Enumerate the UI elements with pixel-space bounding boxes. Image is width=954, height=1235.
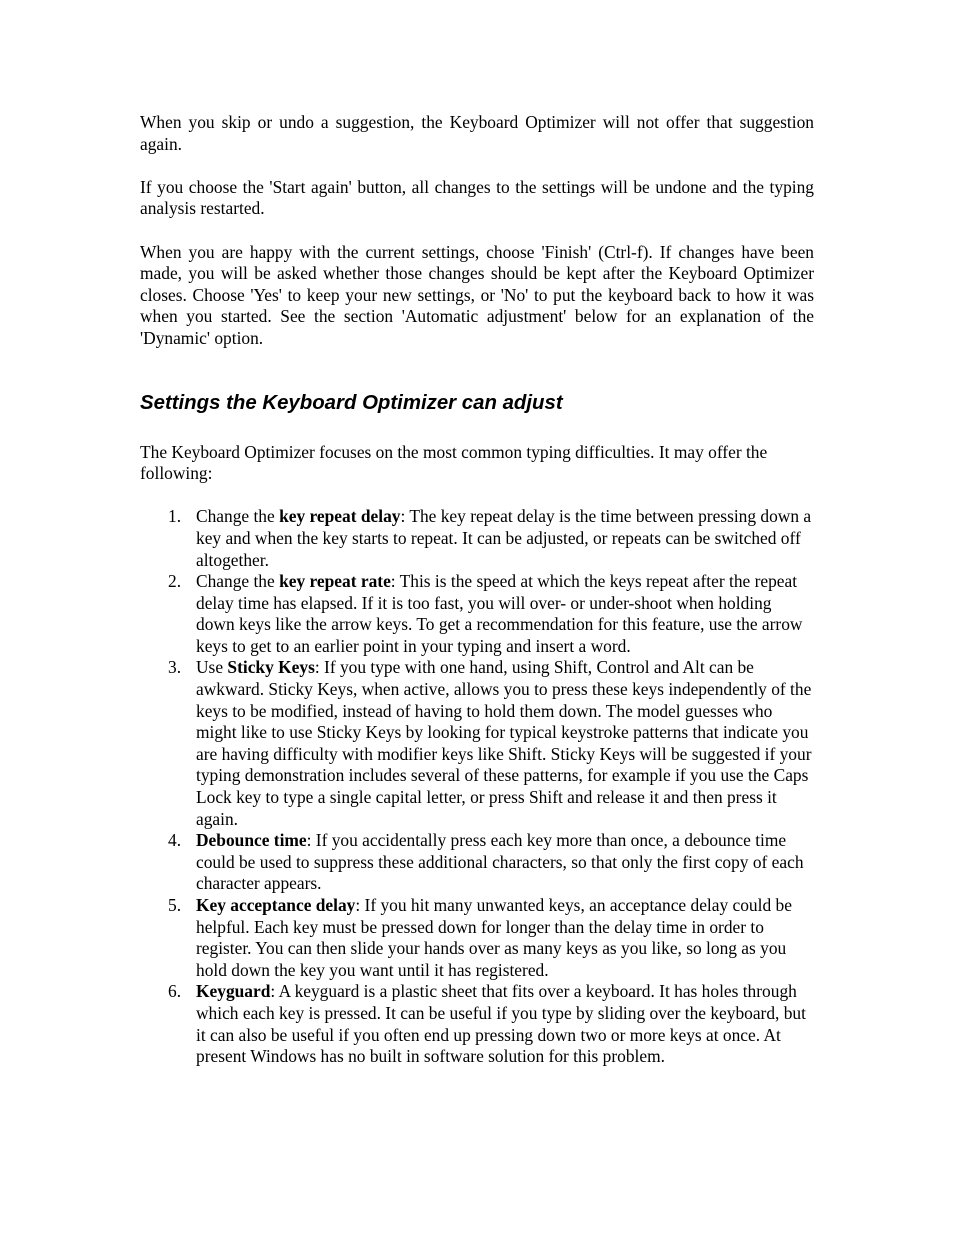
list-item-text: : A keyguard is a plastic sheet that fits over a keyboard. It has holes through which each key is pressed. It can be useful if you type by sliding over the keyboard, but it can also be useful if you often end up pressing down two or more keys at once. At present Windows has no built in software solution for this problem. (196, 981, 806, 1067)
paragraph-start-again: If you choose the 'Start again' button, all changes to the settings will be undone and the typing analysis restarted. (140, 176, 814, 219)
list-item-body (196, 657, 814, 830)
list-item (140, 830, 814, 895)
list-item-body (196, 895, 814, 981)
list-item-text: : If you hit many unwanted keys, an acceptance delay could be helpful. Each key must be pressed down for longer than the delay time in order to register. You can then slide your hands over as many keys as you like, so long as you hold down the key you want until it has registered. (196, 895, 792, 980)
paragraph-skip-undo: When you skip or undo a suggestion, the Keyboard Optimizer will not offer that suggestion again. (140, 112, 814, 154)
list-item-prefix: Change the (196, 571, 280, 592)
list-item-term: Key acceptance delay (196, 895, 356, 915)
list-item-body (196, 506, 814, 571)
list-item-number: 4. (168, 830, 182, 851)
section-intro: The Keyboard Optimizer focuses on the most common typing difficulties. It may offer the following: (140, 441, 768, 484)
list-item (140, 657, 814, 830)
list-item-term: Debounce time (196, 830, 307, 851)
list-item-prefix: Use (196, 657, 228, 678)
list-item-term: Keyguard (196, 981, 271, 1002)
list-item-term: key repeat rate (279, 571, 391, 592)
list-item-text: : This is the speed at which the keys repeat after the repeat delay time has elapsed. If it is too fast, you will over- or under-shoot when holding down keys like the arrow keys. To get a recommendation for this feature, use the arrow keys to get to an earlier point in your typing and insert a word. (196, 571, 803, 656)
list-item-prefix: Change the (196, 506, 280, 527)
list-item (140, 506, 814, 571)
list-item (140, 571, 814, 657)
list-item-number: 6. (168, 981, 182, 1002)
list-item-term: key repeat delay (279, 506, 401, 527)
document-page (140, 112, 814, 1068)
settings-list (140, 506, 814, 1067)
list-item-number: 3. (168, 657, 182, 678)
list-item-text: : If you type with one hand, using Shift, Control and Alt can be awkward. Sticky Keys, when active, allows you to press these keys independently of the keys to be modified, instead of having to hold them down. The model guesses who might like to use Sticky Keys by looking for typical keystroke patterns that indicate you are having difficulty with modifier keys like Shift. Sticky Keys will be suggested if your typing demonstration includes several of these patterns, for example if you use the Caps Lock key to type a single capital letter, or press Shift and release it and then press it again. (196, 657, 812, 829)
list-item-text: : The key repeat delay is the time between pressing down a key and when the key starts to repeat. It can be adjusted, or repeats can be switched off altogether. (196, 506, 812, 570)
list-item-body (196, 830, 814, 895)
list-item-number: 2. (168, 571, 182, 592)
list-item (140, 981, 814, 1067)
list-item-text: : If you accidentally press each key more than once, a debounce time could be used to suppress these additional characters, so that only the first copy of each character appears. (196, 830, 804, 894)
list-item-number: 1. (168, 506, 182, 527)
paragraph-finish: When you are happy with the current settings, choose 'Finish' (Ctrl-f). If changes have been made, you will be asked whether those changes should be kept after the Keyboard Optimizer closes. Choose 'Yes' to keep your new settings, or 'No' to put the keyboard back to how it was when you started. See the section 'Automatic adjustment' below for an explanation of the 'Dynamic' option. (140, 241, 814, 348)
list-item-body (196, 571, 814, 657)
list-item-term: Sticky Keys (227, 657, 315, 678)
list-item-number: 5. (168, 895, 182, 915)
list-item (140, 895, 814, 981)
section-heading: Settings the Keyboard Optimizer can adjust (140, 391, 563, 414)
list-item-body (196, 981, 814, 1067)
